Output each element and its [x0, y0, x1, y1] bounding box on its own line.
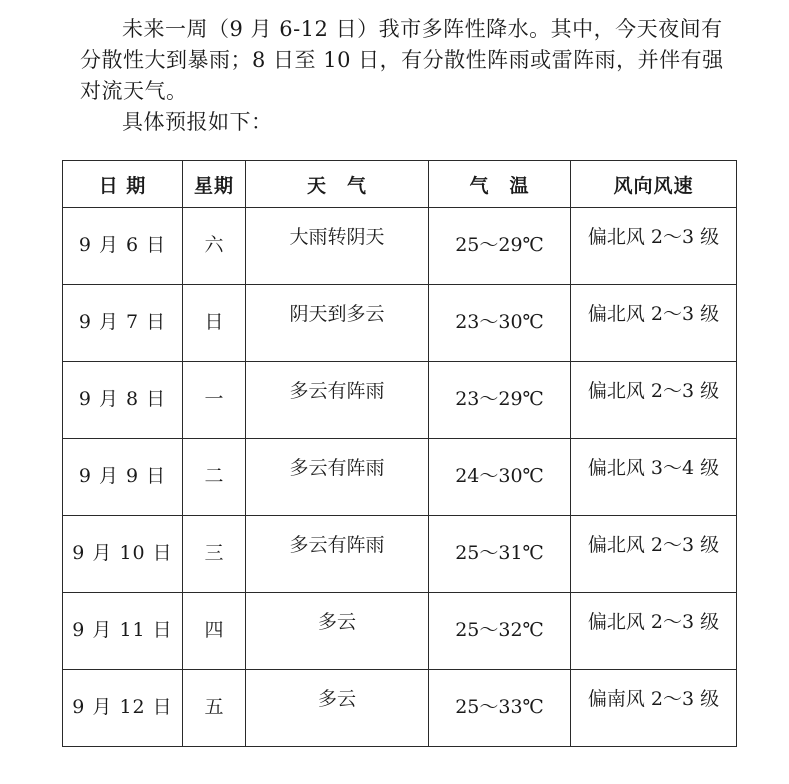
cell-weather: 多云有阵雨: [246, 516, 429, 593]
table-row: [63, 670, 737, 747]
forecast-table: [62, 160, 737, 747]
cell-weekday: 五: [183, 670, 246, 747]
intro-lead-in: 具体预报如下：: [122, 110, 273, 134]
cell-date: 9 月 12 日: [63, 670, 183, 747]
cell-weather: 多云有阵雨: [246, 362, 429, 439]
cell-weekday: 一: [183, 362, 246, 439]
cell-temperature: 23～29℃: [429, 362, 571, 439]
cell-temperature: 25～33℃: [429, 670, 571, 747]
cell-wind: 偏北风 2～3 级: [571, 593, 737, 670]
cell-date: 9 月 6 日: [63, 208, 183, 285]
cell-date: 9 月 7 日: [63, 285, 183, 362]
cell-weather: 阴天到多云: [246, 285, 429, 362]
cell-wind: 偏北风 3～4 级: [571, 439, 737, 516]
cell-weekday: 四: [183, 593, 246, 670]
table-row: [63, 516, 737, 593]
table-row: [63, 362, 737, 439]
cell-temperature: 23～30℃: [429, 285, 571, 362]
cell-date: 9 月 11 日: [63, 593, 183, 670]
cell-weather: 多云: [246, 593, 429, 670]
cell-wind: 偏北风 2～3 级: [571, 285, 737, 362]
cell-temperature: 25～31℃: [429, 516, 571, 593]
cell-date: 9 月 10 日: [63, 516, 183, 593]
intro-text: [80, 14, 730, 138]
cell-wind: 偏北风 2～3 级: [571, 516, 737, 593]
header-weekday: 星期: [183, 161, 246, 208]
cell-temperature: 25～32℃: [429, 593, 571, 670]
cell-temperature: 24～30℃: [429, 439, 571, 516]
table-row: [63, 593, 737, 670]
intro-paragraph: 未来一周（9 月 6-12 日）我市多阵性降水。其中，今天夜间有分散性大到暴雨；8 日至 10 日，有分散性阵雨或雷阵雨，并伴有强对流天气。: [80, 17, 724, 103]
table-row: [63, 285, 737, 362]
cell-wind: 偏北风 2～3 级: [571, 362, 737, 439]
header-temperature: 气 温: [429, 161, 571, 208]
header-wind: 风向风速: [571, 161, 737, 208]
cell-weather: 大雨转阴天: [246, 208, 429, 285]
cell-weekday: 六: [183, 208, 246, 285]
cell-date: 9 月 8 日: [63, 362, 183, 439]
cell-weather: 多云: [246, 670, 429, 747]
cell-date: 9 月 9 日: [63, 439, 183, 516]
cell-wind: 偏南风 2～3 级: [571, 670, 737, 747]
cell-weekday: 二: [183, 439, 246, 516]
cell-weekday: 三: [183, 516, 246, 593]
table-row: [63, 439, 737, 516]
header-weather: 天 气: [246, 161, 429, 208]
cell-weather: 多云有阵雨: [246, 439, 429, 516]
cell-wind: 偏北风 2～3 级: [571, 208, 737, 285]
cell-weekday: 日: [183, 285, 246, 362]
table-row: [63, 208, 737, 285]
header-date: 日 期: [63, 161, 183, 208]
table-header-row: [63, 161, 737, 208]
cell-temperature: 25～29℃: [429, 208, 571, 285]
